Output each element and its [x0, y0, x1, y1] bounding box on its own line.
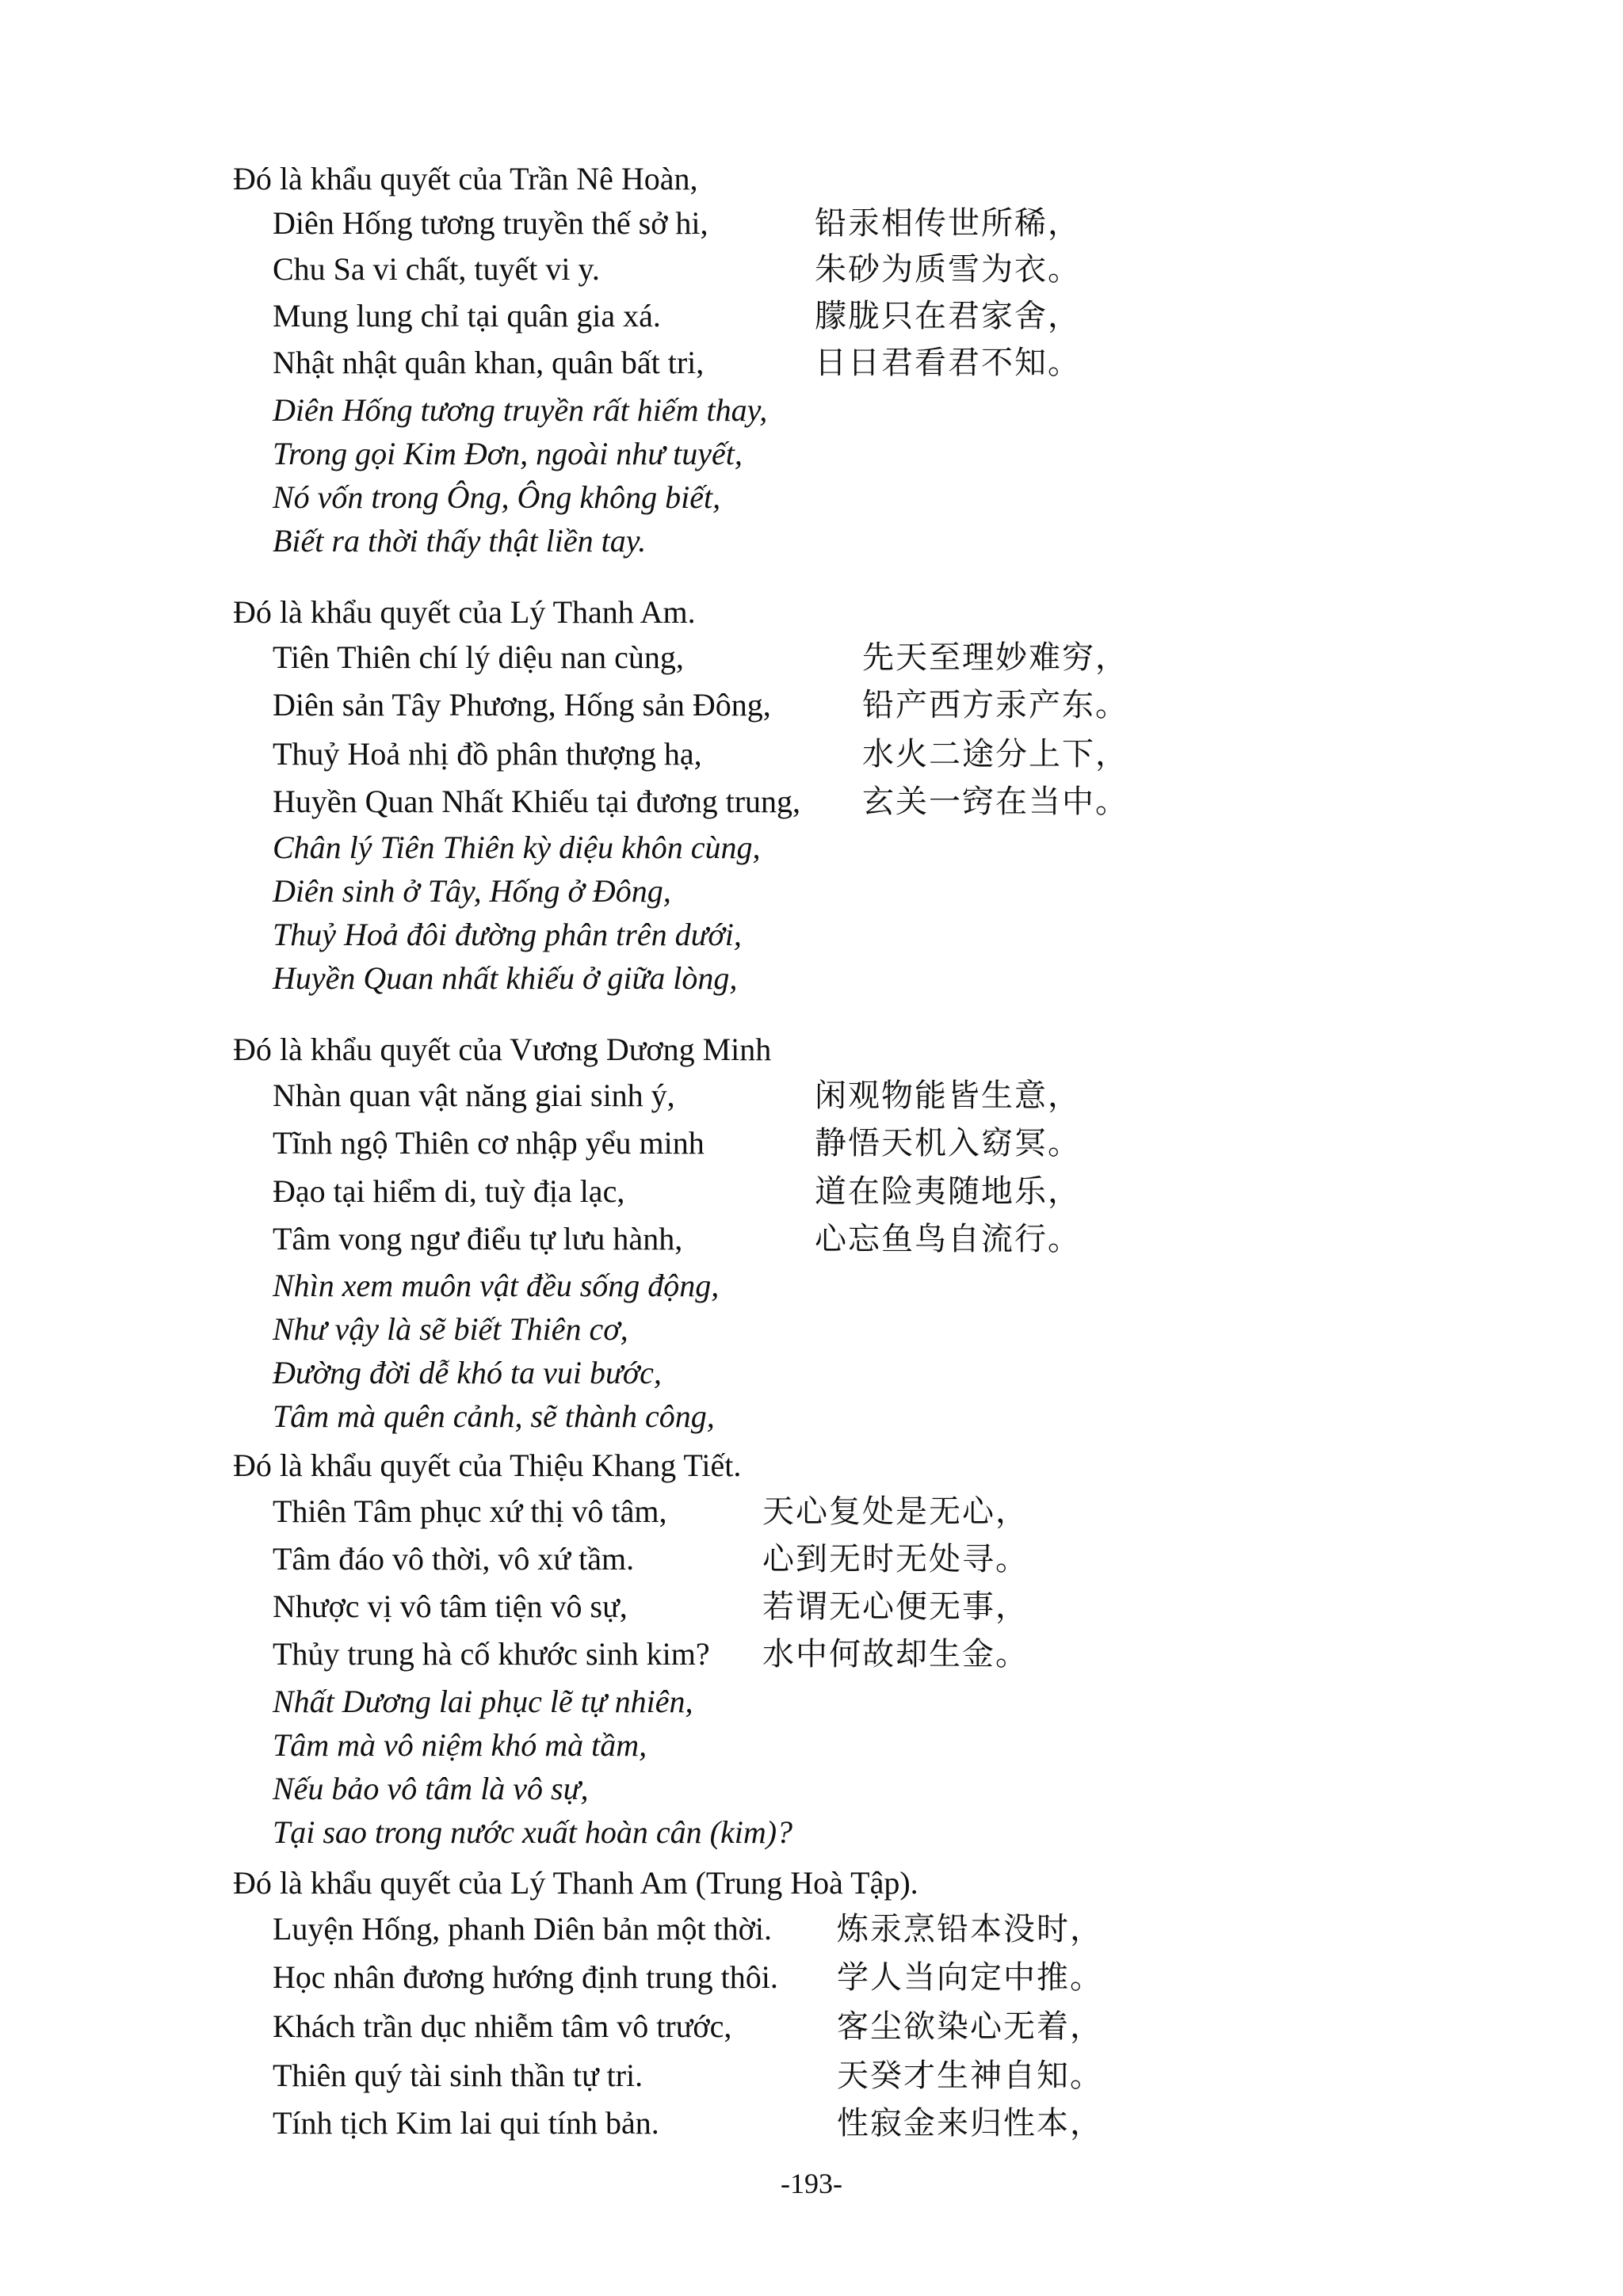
translation-line: Nó vốn trong Ông, Ông không biết,	[273, 479, 721, 515]
verse-line: Tiên Thiên chí lý diệu nan cùng,	[273, 639, 684, 675]
translation-line: Nhất Dương lai phục lẽ tự nhiên,	[273, 1684, 693, 1719]
translation-line: Chân lý Tiên Thiên kỳ diệu khôn cùng,	[273, 830, 761, 865]
translation-line: Tại sao trong nước xuất hoàn cân (kim)?	[273, 1814, 793, 1850]
translation-line: Trong gọi Kim Đơn, ngoài như tuyết,	[273, 436, 743, 471]
verse-line: Huyền Quan Nhất Khiếu tại đương trung,	[273, 784, 801, 819]
verse-line: Khách trần dục nhiễm tâm vô trước,	[273, 2008, 732, 2044]
chinese-verse: 水中何故却生金。	[762, 1636, 1029, 1672]
chinese-verse: 心忘鱼鸟自流行。	[815, 1221, 1081, 1257]
chinese-verse: 天心复处是无心，	[762, 1493, 1029, 1530]
chinese-verse: 闲观物能皆生意，	[815, 1077, 1081, 1114]
verse-line: Tâm vong ngư điểu tự lưu hành,	[273, 1221, 683, 1257]
translation-line: Nhìn xem muôn vật đều sống động,	[273, 1268, 720, 1303]
translation-line: Diên sinh ở Tây, Hống ở Đông,	[273, 873, 671, 909]
chinese-verse: 朦胧只在君家舍，	[815, 298, 1081, 334]
verse-line: Học nhân đương hướng định trung thôi.	[273, 1959, 778, 1995]
chinese-verse: 天癸才生神自知。	[837, 2058, 1103, 2094]
translation-line: Biết ra thời thấy thật liền tay.	[273, 523, 647, 559]
section-title: Đó là khẩu quyết của Lý Thanh Am.	[233, 594, 696, 630]
translation-line: Thuỷ Hoả đôi đường phân trên dưới,	[273, 917, 742, 952]
chinese-verse: 水火二途分上下，	[862, 736, 1128, 772]
chinese-verse: 静悟天机入窈冥。	[815, 1125, 1081, 1161]
verse-line: Mung lung chỉ tại quân gia xá.	[273, 298, 661, 334]
translation-line: Tâm mà vô niệm khó mà tầm,	[273, 1727, 647, 1763]
chinese-verse: 炼汞烹铅本没时，	[837, 1911, 1103, 1947]
verse-line: Nhàn quan vật năng giai sinh ý,	[273, 1077, 675, 1113]
chinese-verse: 日日君看君不知。	[815, 345, 1081, 381]
translation-line: Đường đời dễ khó ta vui bước,	[273, 1355, 662, 1390]
verse-line: Tĩnh ngộ Thiên cơ nhập yểu minh	[273, 1125, 705, 1161]
verse-line: Tính tịch Kim lai qui tính bản.	[273, 2105, 659, 2141]
verse-line: Nhật nhật quân khan, quân bất tri,	[273, 345, 705, 380]
verse-line: Thiên quý tài sinh thần tự tri.	[273, 2058, 643, 2093]
chinese-verse: 铅汞相传世所稀，	[815, 205, 1081, 242]
chinese-verse: 心到无时无处寻。	[762, 1541, 1029, 1577]
section-title: Đó là khẩu quyết của Thiệu Khang Tiết.	[233, 1447, 742, 1483]
verse-line: Thủy trung hà cố khước sinh kim?	[273, 1636, 710, 1672]
section-title: Đó là khẩu quyết của Trần Nê Hoàn,	[233, 161, 698, 196]
verse-line: Diên Hống tương truyền thế sở hi,	[273, 205, 708, 241]
translation-line: Nếu bảo vô tâm là vô sự,	[273, 1771, 589, 1806]
page-number: -193-	[781, 2168, 842, 2199]
verse-line: Thiên Tâm phục xứ thị vô tâm,	[273, 1493, 667, 1529]
chinese-verse: 客尘欲染心无着，	[837, 2008, 1103, 2045]
section-title: Đó là khẩu quyết của Vương Dương Minh	[233, 1032, 772, 1067]
chinese-verse: 先天至理妙难穷，	[862, 639, 1128, 676]
chinese-verse: 玄关一窍在当中。	[862, 784, 1128, 820]
verse-line: Chu Sa vi chất, tuyết vi y.	[273, 251, 600, 287]
chinese-verse: 若谓无心便无事，	[762, 1589, 1029, 1625]
chinese-verse: 朱砂为质雪为衣。	[815, 251, 1081, 288]
verse-line: Đạo tại hiểm di, tuỳ địa lạc,	[273, 1173, 625, 1209]
translation-line: Diên Hống tương truyền rất hiếm thay,	[273, 392, 768, 428]
verse-line: Nhược vị vô tâm tiện vô sự,	[273, 1589, 628, 1624]
verse-line: Diên sản Tây Phương, Hống sản Đông,	[273, 687, 771, 723]
verse-line: Tâm đáo vô thời, vô xứ tầm.	[273, 1541, 635, 1577]
verse-line: Thuỷ Hoả nhị đồ phân thượng hạ,	[273, 736, 702, 772]
section-title: Đó là khẩu quyết của Lý Thanh Am (Trung Hoà Tập).	[233, 1865, 918, 1901]
translation-line: Tâm mà quên cảnh, sẽ thành công,	[273, 1398, 715, 1434]
chinese-verse: 铅产西方汞产东。	[862, 687, 1128, 723]
chinese-verse: 学人当向定中推。	[837, 1959, 1103, 1996]
chinese-verse: 道在险夷随地乐，	[815, 1173, 1081, 1210]
verse-line: Luyện Hống, phanh Diên bản một thời.	[273, 1911, 772, 1947]
chinese-verse: 性寂金来归性本，	[837, 2105, 1103, 2142]
translation-line: Như vậy là sẽ biết Thiên cơ,	[273, 1311, 628, 1347]
translation-line: Huyền Quan nhất khiếu ở giữa lòng,	[273, 960, 738, 996]
